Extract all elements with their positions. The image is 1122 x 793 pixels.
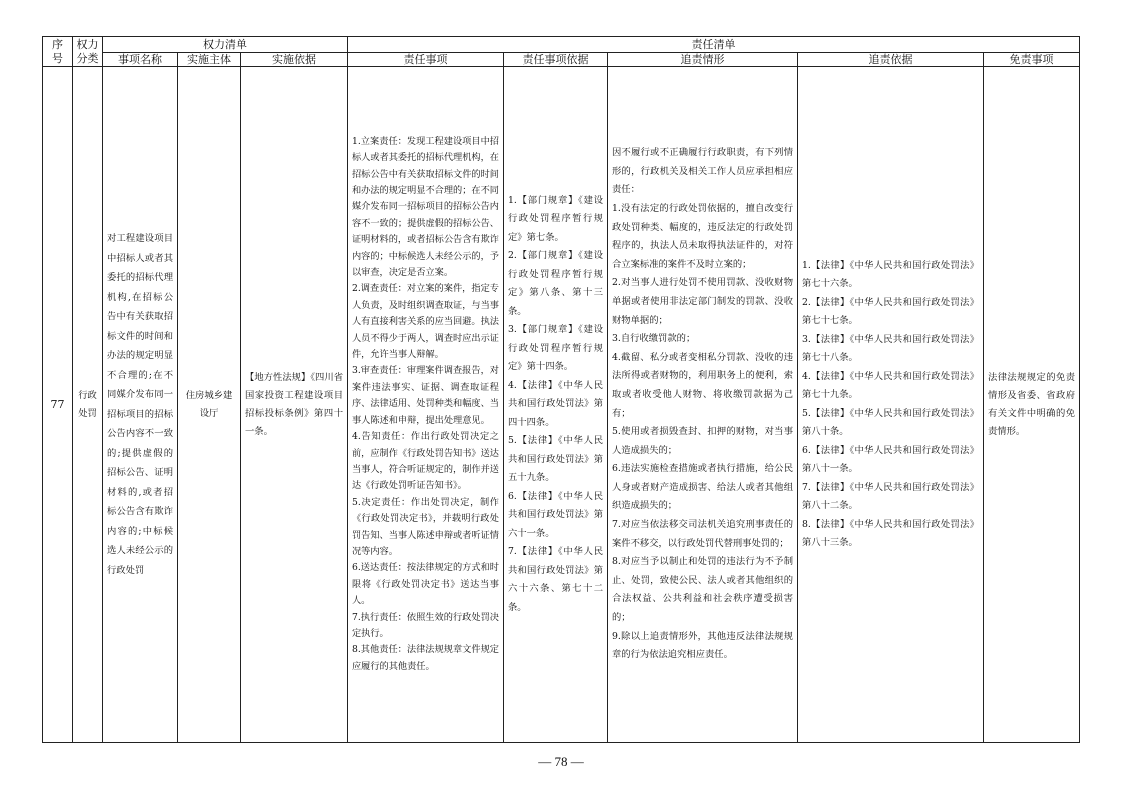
header-category: 权力 分类 <box>73 37 103 67</box>
row-accountability-situations <box>608 67 798 743</box>
responsibility-item: 6.送达责任：按法律规定的方式和时限将《行政处罚决定书》送达当事人。 <box>352 562 499 607</box>
header-implementation-basis: 实施依据 <box>241 53 348 67</box>
table-row <box>43 67 1080 743</box>
responsibility-item: 4.告知责任：作出行政处罚决定之前，应制作《行政处罚告知书》送达当事人，符合听证规定的，制作并送达《行政处罚听证告知书》。 <box>352 431 499 492</box>
responsibility-item: 3.审查责任：审理案件调查报告，对案件违法事实、证据、调查取证程序、法律适用、处罚种类和幅度、当事人陈述和申辩，提出处理意见。 <box>352 365 499 426</box>
accountability-situation: 2.对当事人进行处罚不使用罚款、没收财物单据或者使用非法定部门制发的罚款、没收财物单据的； <box>612 277 793 326</box>
accountability-situation: 1.没有法定的行政处罚依据的，擅自改变行政处罚种类、幅度的，违反法定的行政处罚程序的，执法人员未取得执法证件的，对符合立案标准的案件不及时立案的； <box>612 202 793 270</box>
accountability-situation: 9.除以上追责情形外，其他违反法律法规规章的行为依法追究相应责任。 <box>612 630 793 661</box>
header-item-name: 事项名称 <box>103 53 178 67</box>
accountability-basis-item: 6.【法律】《中华人民共和国行政处罚法》第八十一条。 <box>802 444 979 474</box>
responsibility-basis-item: 2.【部门规章】《建设行政处罚程序暂行规定》第八条、第十三条。 <box>508 250 603 317</box>
accountability-situation: 5.使用或者损毁查封、扣押的财物，对当事人造成损失的； <box>612 426 793 456</box>
accountability-basis-item: 2.【法律】《中华人民共和国行政处罚法》第七十七条。 <box>802 296 979 326</box>
header-power-list: 权力清单 <box>103 37 348 53</box>
accountability-basis-item: 8.【法律】《中华人民共和国行政处罚法》第八十三条。 <box>802 518 979 548</box>
responsibility-item: 8.其他责任：法律法规规章文件规定应履行的其他责任。 <box>352 644 499 672</box>
header-accountability-situations: 追责情形 <box>608 53 798 67</box>
header-exemptions: 免责事项 <box>984 53 1080 67</box>
accountability-basis-item: 7.【法律】《中华人民共和国行政处罚法》第八十二条。 <box>802 481 979 511</box>
row-responsibility-items <box>348 67 504 743</box>
header-responsibility-list: 责任清单 <box>348 37 1080 53</box>
responsibility-item: 1.立案责任：发现工程建设项目中招标人或者其委托的招标代理机构，在招标公告中有关获取招标文件的时间和办法的规定明显不合理的；在不同媒介发布同一招标项目的招标公告内容不一致的；提供虚假的招标公告、证明材料的，或者招标公告含有欺诈内容的；中标候选人未经公示的，予以审查，决定是否立案。 <box>352 135 499 279</box>
accountability-situation: 7.对应当依法移交司法机关追究刑事责任的案件不移交，以行政处罚代替刑事处罚的； <box>612 519 793 549</box>
header-responsibility-basis: 责任事项依据 <box>504 53 608 67</box>
accountability-situation: 4.截留、私分或者变相私分罚款、没收的违法所得或者财物的，利用职务上的便利，索取或者收受他人财物、将收缴罚款据为己有； <box>612 351 793 419</box>
row-implementing-body: 住房城乡建设厅 <box>178 67 241 743</box>
power-responsibility-table <box>42 36 1080 743</box>
responsibility-basis-item: 6.【法律】《中华人民共和国行政处罚法》第六十一条。 <box>508 490 603 539</box>
row-number: 77 <box>43 67 73 743</box>
accountability-basis-item: 1.【法律】《中华人民共和国行政处罚法》第七十六条。 <box>802 259 979 289</box>
responsibility-basis-item: 5.【法律】《中华人民共和国行政处罚法》第五十九条。 <box>508 435 603 484</box>
responsibility-basis-item: 1.【部门规章】《建设行政处罚程序暂行规定》第七条。 <box>508 194 603 243</box>
responsibility-basis-item: 4.【法律】《中华人民共和国行政处罚法》第四十四条。 <box>508 379 603 428</box>
accountability-basis-item: 4.【法律】《中华人民共和国行政处罚法》第七十九条。 <box>802 370 979 400</box>
header-accountability-basis: 追责依据 <box>798 53 984 67</box>
accountability-basis-item: 5.【法律】《中华人民共和国行政处罚法》第八十条。 <box>802 407 979 437</box>
responsibility-item: 5.决定责任：作出处罚决定，制作《行政处罚决定书》，并载明行政处罚告知、当事人陈述申辩或者听证情况等内容。 <box>352 496 499 557</box>
header-implementing-body: 实施主体 <box>178 53 241 67</box>
accountability-situation: 8.对应当予以制止和处罚的违法行为不予制止、处罚，致使公民、法人或者其他组织的合法权益、公共利益和社会秩序遭受损害的； <box>612 556 793 624</box>
header-responsibility-items: 责任事项 <box>348 53 504 67</box>
header-no: 序 号 <box>43 37 73 67</box>
accountability-situation: 6.违法实施检查措施或者执行措施，给公民人身或者财产造成损害、给法人或者其他组织造成损失的； <box>612 463 793 512</box>
row-implementation-basis: 【地方性法规】《四川省国家投资工程建设项目招标投标条例》第四十一条。 <box>241 67 348 743</box>
responsibility-basis-item: 7.【法律】《中华人民共和国行政处罚法》第六十六条、第七十二条。 <box>508 546 603 613</box>
accountability-basis-item: 3.【法律】《中华人民共和国行政处罚法》第七十八条。 <box>802 333 979 363</box>
row-responsibility-basis <box>504 67 608 743</box>
responsibility-basis-item: 3.【部门规章】《建设行政处罚程序暂行规定》第十四条。 <box>508 324 603 373</box>
accountability-situation: 3.自行收缴罚款的； <box>612 333 696 345</box>
accountability-intro: 因不履行或不正确履行行政职责，有下列情形的，行政机关及相关工作人员应承担相应责任： <box>612 147 793 196</box>
responsibility-item: 7.执行责任：依照生效的行政处罚决定执行。 <box>352 611 499 639</box>
responsibility-item: 2.调查责任：对立案的案件，指定专人负责，及时组织调查取证，与当事人有直接利害关系的应当回避。执法人员不得少于两人，调查时应出示证件，允许当事人辩解。 <box>352 283 499 361</box>
row-item-name: 对工程建设项目中招标人或者其委托的招标代理机构,在招标公告中有关获取招标文件的时间和办法的规定明显不合理的;在不同媒介发布同一招标项目的招标公告内容不一致的;提供虚假的招标公告、证明材料的,或者招标公告含有欺诈内容的;中标候选人未经公示的行政处罚 <box>103 67 178 743</box>
row-category: 行政处罚 <box>73 67 103 743</box>
page-number: — 78 — <box>538 754 584 769</box>
row-exemptions: 法律法规规定的免责情形及省委、省政府有关文件中明确的免责情形。 <box>984 67 1080 743</box>
row-accountability-basis <box>798 67 984 743</box>
